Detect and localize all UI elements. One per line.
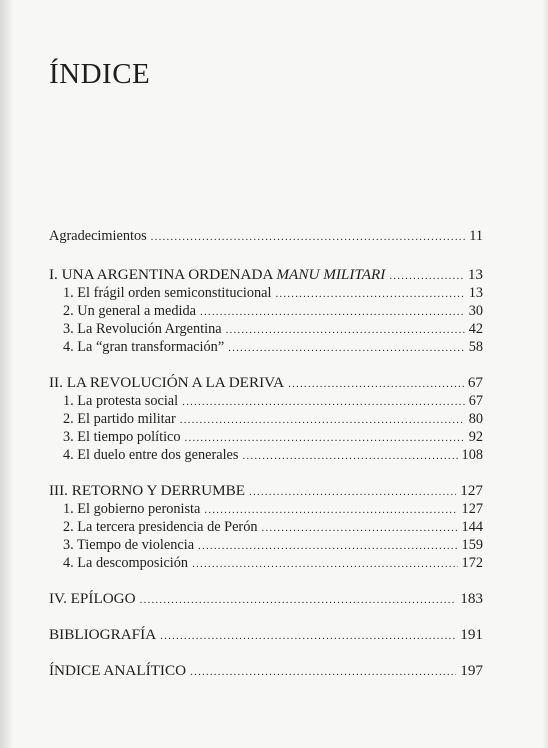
leader-dots [275,285,464,303]
table-of-contents [49,227,483,680]
toc-page-number: 11 [469,228,483,244]
toc-page-number: 58 [468,339,483,355]
toc-page-number: 80 [468,411,483,427]
toc-part-label: IV. EPÍLOGO [49,590,136,607]
toc-chapter-label: 3. El tiempo político [63,429,181,445]
toc-part-label-italic: MANU MILITARI [276,266,386,283]
toc-entry-label: ÍNDICE ANALÍTICO [49,662,187,679]
page-shadow-right [542,0,548,748]
toc-chapter [49,392,483,410]
toc-chapter-label: 2. La tercera presidencia de Perón [63,519,258,535]
toc-page-number: 67 [468,393,483,409]
leader-dots [198,537,458,555]
page-title: ÍNDICE [49,58,151,90]
toc-chapter [49,536,483,554]
toc-indice-analitico [49,662,483,680]
leader-dots [192,555,457,573]
toc-chapter [49,338,483,356]
toc-page-number: 159 [461,537,483,553]
toc-chapter [49,428,483,446]
leader-dots [160,627,456,645]
toc-part-1 [49,266,483,284]
toc-chapter-label: 3. Tiempo de violencia [63,537,195,553]
leader-dots [140,591,457,609]
leader-dots [242,447,457,465]
leader-dots [226,321,465,339]
leader-dots [200,303,465,321]
toc-page-number: 144 [461,519,483,535]
leader-dots [228,339,465,357]
leader-dots [262,519,458,537]
toc-chapter-label: 3. La Revolución Argentina [63,321,222,337]
leader-dots [182,393,465,411]
toc-chapter [49,410,483,428]
toc-page-number: 191 [460,626,483,643]
toc-chapter-label: 1. La protesta social [63,393,179,409]
toc-chapter-label: 4. El duelo entre dos generales [63,447,239,463]
toc-part-label: I. UNA ARGENTINA ORDENADA MANU MILITARI [49,266,386,283]
toc-page-number: 13 [468,285,483,301]
leader-dots [204,501,457,519]
toc-page-number: 42 [468,321,483,337]
toc-chapter [49,302,483,320]
toc-entry-label: Agradecimientos [49,228,147,244]
toc-page-number: 172 [461,555,483,571]
toc-chapter-label: 1. El gobierno peronista [63,501,201,517]
toc-part-2 [49,374,483,392]
toc-page-number: 127 [461,501,483,517]
toc-page-number: 127 [460,482,483,499]
toc-page-number: 197 [460,662,483,679]
toc-entry-label: BIBLIOGRAFÍA [49,626,157,643]
toc-part-label: III. RETORNO Y DERRUMBE [49,482,246,499]
toc-chapter-label: 4. La “gran transformación” [63,339,225,355]
toc-page-number: 30 [468,303,483,319]
toc-part-label: II. LA REVOLUCIÓN A LA DERIVA [49,374,285,391]
toc-page-number: 183 [460,590,483,607]
toc-part-3 [49,482,483,500]
page-shadow-left [0,0,14,748]
toc-page-number: 67 [467,374,483,391]
toc-bibliografia [49,626,483,644]
toc-chapter [49,320,483,338]
toc-chapter [49,518,483,536]
toc-chapter-label: 4. La descomposición [63,555,189,571]
toc-chapter [49,554,483,572]
toc-page-number: 108 [461,447,483,463]
toc-chapter [49,500,483,518]
leader-dots [190,663,456,681]
toc-page-number: 13 [467,266,483,283]
toc-entry-agradecimientos [49,227,483,245]
leader-dots [151,228,466,246]
leader-dots [249,483,456,501]
leader-dots [180,411,465,429]
toc-page-number: 92 [468,429,483,445]
toc-chapter-label: 1. El frágil orden semiconstitucional [63,285,272,301]
toc-chapter-label: 2. Un general a medida [63,303,196,319]
leader-dots [288,375,464,393]
toc-chapter [49,446,483,464]
toc-chapter-label: 2. El partido militar [63,411,176,427]
toc-part-4 [49,590,483,608]
toc-chapter [49,284,483,302]
leader-dots [389,267,463,285]
leader-dots [185,429,465,447]
